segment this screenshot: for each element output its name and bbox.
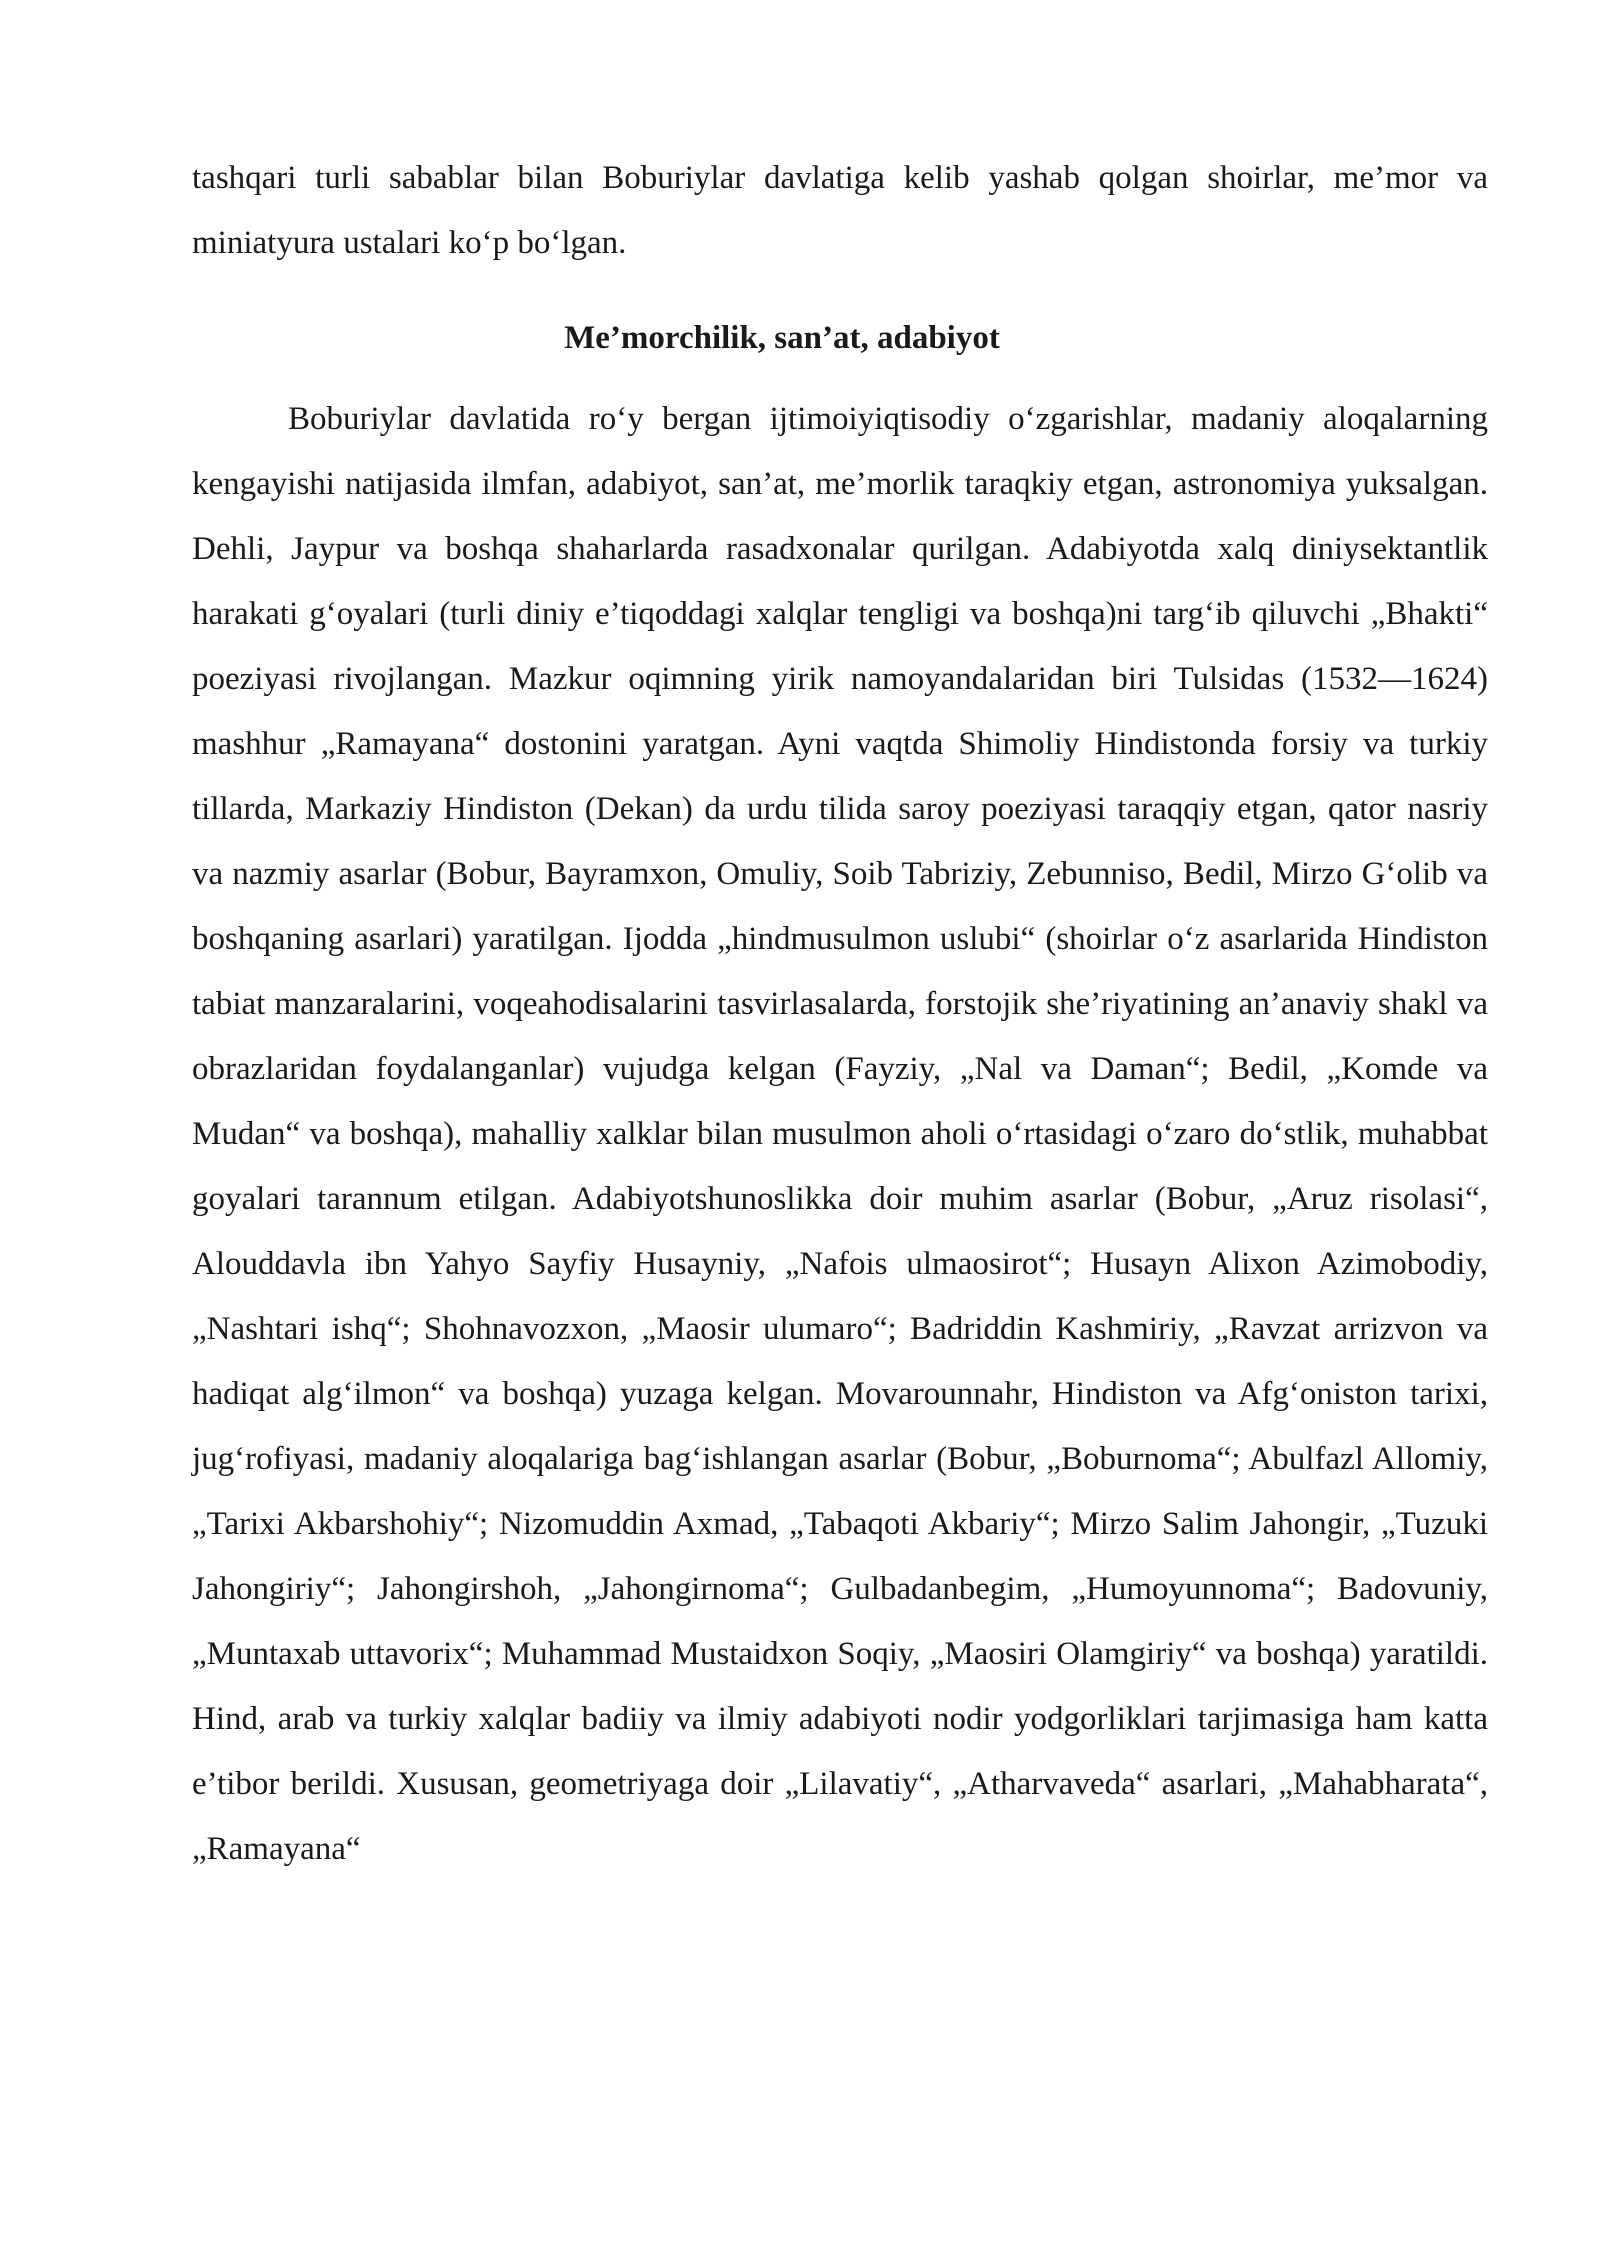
main-paragraph: Boburiylar davlatida ro‘y bergan ijtimoiyiqtisodiy o‘zgarishlar, madaniy aloqalarning kengayishi natijasida ilmfan, adabiyot, san’at, me’morlik taraqkiy etgan, astronomiya yuksalgan. Dehli, Jaypur va boshqa shaharlarda rasadxonalar qurilgan. Adabiyotda xalq diniysektantlik harakati g‘oyalari (turli diniy e’tiqoddagi xalqlar tengligi va boshqa)ni targ‘ib qiluvchi „Bhakti“ poeziyasi rivojlangan. Mazkur oqimning yirik namoyandalaridan biri Tulsidas (1532—1624) mashhur „Ramayana“ dostonini yaratgan. Ayni vaqtda Shimoliy Hindistonda forsiy va turkiy tillarda, Markaziy Hindiston (Dekan) da urdu tilida saroy poeziyasi taraqqiy etgan, qator nasriy va nazmiy asarlar (Bobur, Bayramxon, Omuliy, Soib Tabriziy, Zebunniso, Bedil, Mirzo G‘olib va boshqaning asarlari) yaratilgan. Ijodda „hindmusulmon uslubi“ (shoirlar o‘z asarlarida Hindiston tabiat manzaralarini, voqeahodisalarini tasvirlasalarda, forstojik she’riyatining an’anaviy shakl va obrazlaridan foydalanganlar) vujudga kelgan (Fayziy, „Nal va Daman“; Bedil, „Komde va Mudan“ va boshqa), mahalliy xalklar bilan musulmon aholi o‘rtasidagi o‘zaro do‘stlik, muhabbat goyalari tarannum etilgan. Adabiyotshunoslikka doir muhim asarlar (Bobur, „Aruz risolasi“, Alouddavla ibn Yahyo Sayfiy Husayniy, „Nafois ulmaosirot“; Husayn Alixon Azimobodiy, „Nashtari ishq“; Shohnavozxon, „Maosir ulumaro“; Badriddin Kashmiriy, „Ravzat arrizvon va hadiqat alg‘ilmon“ va boshqa) yuzaga kelgan. Movarounnahr, Hindiston va Afg‘oniston tarixi, jug‘rofiyasi, madaniy aloqalariga bag‘ishlangan asarlar (Bobur, „Boburnoma“; Abulfazl Allomiy, „Tarixi Akbarshohiy“; Nizomuddin Axmad, „Tabaqoti Akbariy“; Mirzo Salim Jahongir, „Tuzuki Jahongiriy“; Jahongirshoh, „Jahongirnoma“; Gulbadanbegim, „Humoyunnoma“; Badovuniy, „Muntaxab uttavorix“; Muhammad Mustaidxon Soqiy, „Maosiri Olamgiriy“ va boshqa) yaratildi. Hind, arab va turkiy xalqlar badiiy va ilmiy adabiyoti nodir yodgorliklari tarjimasiga ham katta e’tibor berildi. Xususan, geometriyaga doir „Lilavatiy“, „Atharvaveda“ asarlari, „Mahabharata“, „Ramayana“	[192, 401, 1488, 1867]
intro-paragraph: tashqari turli sabablar bilan Boburiylar davlatiga kelib yashab qolgan shoirlar, me’mor va miniatyura ustalari ko‘p bo‘lgan.	[192, 160, 1488, 261]
section-heading: Me’morchilik, san’at, adabiyot	[564, 320, 1000, 356]
